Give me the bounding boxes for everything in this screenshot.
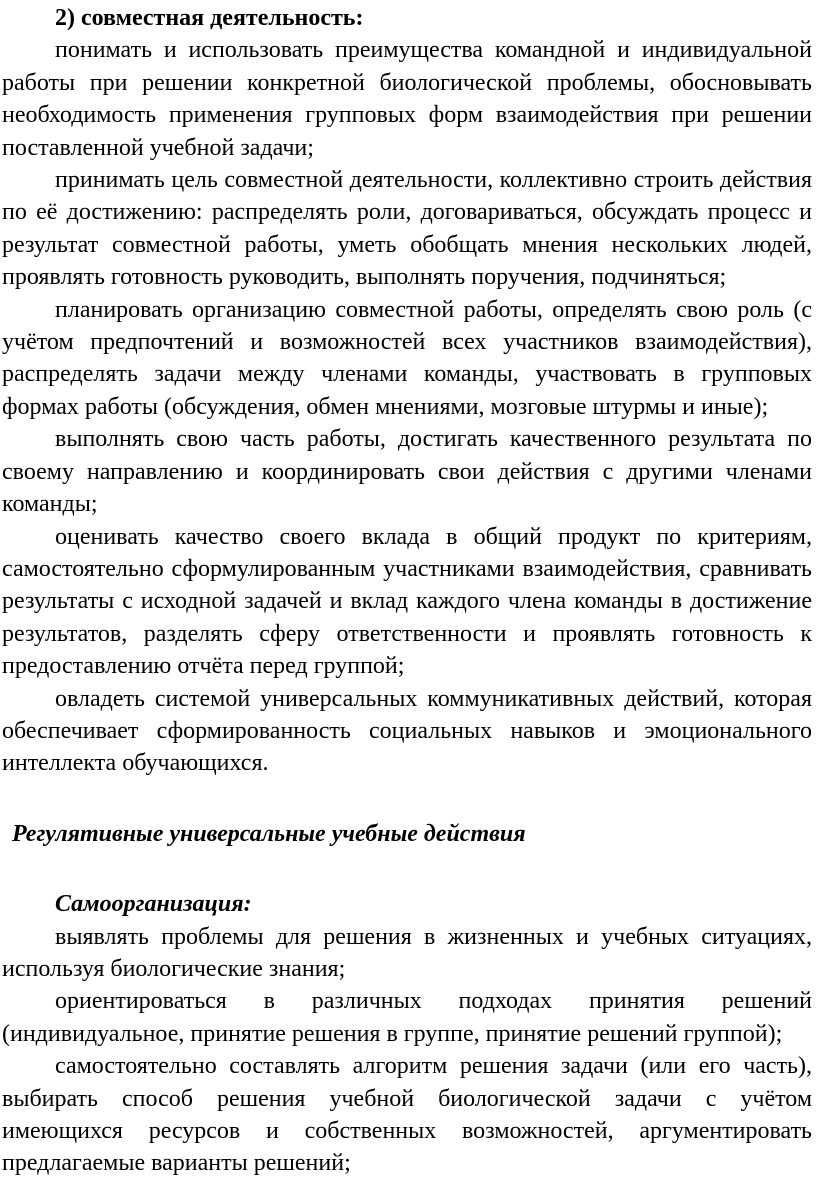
list-item: оценивать качество своего вклада в общий продукт по критериям, самостоятельно сформулированным участниками взаимодействия, сравнивать результаты с исходной задачей и вклад каждого члена команды в достижение результатов, разделять сферу ответственности и проявлять готовность к предоставлению отчёта перед группой; — [2, 523, 812, 680]
list-item: выявлять проблемы для решения в жизненных и учебных ситуациях, используя биологические знания; — [2, 923, 812, 982]
section-title-regulatory-actions: Регулятивные универсальные учебные действия — [12, 820, 526, 847]
list-item: понимать и использовать преимущества командной и индивидуальной работы при решении конкретной биологической проблемы, обосновывать необходимость применения групповых форм взаимодействия при решении поставленной учебной задачи; — [2, 37, 812, 161]
list-item: выполнять свою часть работы, достигать качественного результата по своему направлению и координировать свои действия с другими членами команды; — [2, 426, 812, 518]
section-heading-joint-activity: 2) совместная деятельность: — [55, 5, 364, 31]
list-item: принимать цель совместной деятельности, коллективно строить действия по её достижению: распределять роли, договариваться, обсуждать процесс и результат совместной работы, уметь обобщать мнения нескольких людей, проявлять готовность руководить, выполнять поручения, подчиняться; — [2, 167, 812, 291]
list-item: самостоятельно составлять алгоритм решения задачи (или его часть), выбирать способ решения учебной биологической задачи с учётом имеющихся ресурсов и собственных возможностей, аргументировать предлагаемые варианты решений; — [2, 1053, 812, 1177]
subheading-self-organization: Самоорганизация: — [55, 891, 252, 918]
list-item: планировать организацию совместной работы, определять свою роль (с учётом предпочтений и возможностей всех участников взаимодействия), распределять задачи между членами команды, участвовать в групповых формах работы (обсуждения, обмен мнениями, мозговые штурмы и иные); — [2, 296, 812, 420]
list-item: овладеть системой универсальных коммуникативных действий, которая обеспечивает сформированность социальных навыков и эмоционального интеллекта обучающихся. — [2, 685, 812, 777]
list-item: ориентироваться в различных подходах принятия решений (индивидуальное, принятие решения в группе, принятие решений группой); — [2, 988, 812, 1047]
